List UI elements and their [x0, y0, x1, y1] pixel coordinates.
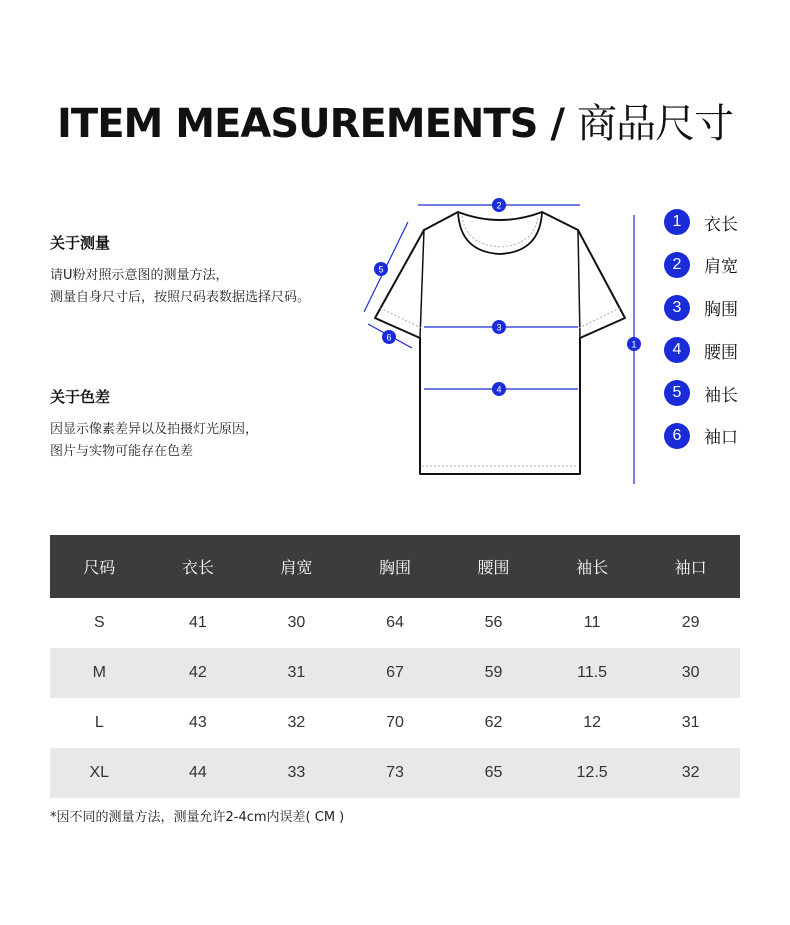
table-cell: 56: [484, 614, 503, 631]
measurement-legend: [664, 208, 738, 465]
table-cell: 32: [641, 748, 740, 798]
svg-text:4: 4: [496, 384, 502, 395]
tshirt-outline: [375, 212, 625, 474]
table-cell: S: [93, 614, 105, 631]
title-en: ITEM MEASUREMENTS /: [57, 101, 565, 147]
table-cell: L: [94, 714, 104, 731]
table-cell: M: [50, 648, 149, 698]
color-info: [50, 386, 380, 463]
legend-label: 袖长: [704, 385, 738, 406]
measure-info-heading: 关于测量: [50, 234, 111, 252]
table-cell: 31: [247, 648, 346, 698]
measure-info-line-2: 测量自身尺寸后，按照尺码表数据选择尺码。: [50, 290, 311, 305]
table-cell: 30: [287, 614, 306, 631]
legend-item: [664, 208, 738, 236]
legend-label: 肩宽: [704, 257, 738, 278]
size-table-header-row: [50, 535, 740, 598]
table-cell: 33: [247, 748, 346, 798]
legend-number-badge: 4: [664, 337, 690, 363]
svg-text:2: 2: [496, 200, 502, 211]
size-table: [50, 535, 740, 798]
legend-label: 胸围: [704, 300, 738, 321]
legend-number-badge: 2: [664, 252, 690, 278]
svg-text:3: 3: [496, 322, 502, 333]
legend-number-badge: 1: [664, 209, 690, 235]
table-cell: 59: [444, 648, 543, 698]
table-cell: 29: [681, 614, 700, 631]
table-cell: 41: [188, 614, 207, 631]
header-size: 尺码: [50, 535, 149, 598]
table-cell: 44: [149, 748, 248, 798]
page-title: [0, 92, 790, 149]
table-cell: 31: [681, 714, 700, 731]
svg-text:5: 5: [378, 264, 384, 275]
table-cell: 32: [287, 714, 306, 731]
table-row: [50, 648, 740, 698]
table-row: [50, 748, 740, 798]
legend-number-badge: 6: [664, 423, 690, 449]
table-cell: XL: [50, 748, 149, 798]
table-cell: 12.5: [543, 748, 642, 798]
table-cell: 64: [386, 614, 404, 631]
header-chest: 胸围: [346, 535, 445, 598]
header-waist: 腰围: [444, 535, 543, 598]
table-cell: 11.5: [543, 648, 642, 698]
legend-number-badge: 5: [664, 380, 690, 406]
legend-item: [664, 251, 738, 279]
table-cell: 62: [484, 714, 503, 731]
color-info-line-2: 图片与实物可能存在色差: [50, 444, 194, 459]
color-info-line-1: 因显示像素差异以及拍摄灯光原因，: [50, 422, 259, 437]
header-shoulder: 肩宽: [247, 535, 346, 598]
measure-info-line-1: 请U粉对照示意图的测量方法，: [50, 268, 229, 283]
table-row: [50, 698, 740, 748]
table-cell: 70: [386, 714, 404, 731]
legend-item: [664, 336, 738, 364]
legend-item: [664, 294, 738, 322]
tshirt-diagram: [355, 190, 655, 490]
measurement-footnote: *因不同的测量方法，测量允许2-4cm内误差( CM ): [50, 810, 345, 825]
header-cuff: 袖口: [641, 535, 740, 598]
table-row: [50, 598, 740, 648]
legend-item: [664, 379, 738, 407]
table-cell: 42: [149, 648, 248, 698]
legend-number-badge: 3: [664, 295, 690, 321]
legend-label: 袖口: [704, 428, 738, 449]
table-cell: 12: [583, 714, 601, 731]
table-cell: 73: [346, 748, 445, 798]
measure-info: [50, 232, 380, 309]
color-info-heading: 关于色差: [50, 388, 111, 406]
header-length: 衣长: [149, 535, 248, 598]
title-cn: 商品尺寸: [576, 101, 733, 147]
table-cell: 67: [346, 648, 445, 698]
legend-label: 衣长: [704, 214, 738, 235]
legend-label: 腰围: [704, 342, 738, 363]
header-sleeve-length: 袖长: [543, 535, 642, 598]
table-cell: 65: [444, 748, 543, 798]
table-cell: 11: [583, 614, 601, 631]
legend-item: [664, 422, 738, 450]
table-cell: 43: [188, 714, 207, 731]
svg-text:6: 6: [386, 332, 392, 343]
svg-text:1: 1: [631, 339, 637, 350]
table-cell: 30: [641, 648, 740, 698]
